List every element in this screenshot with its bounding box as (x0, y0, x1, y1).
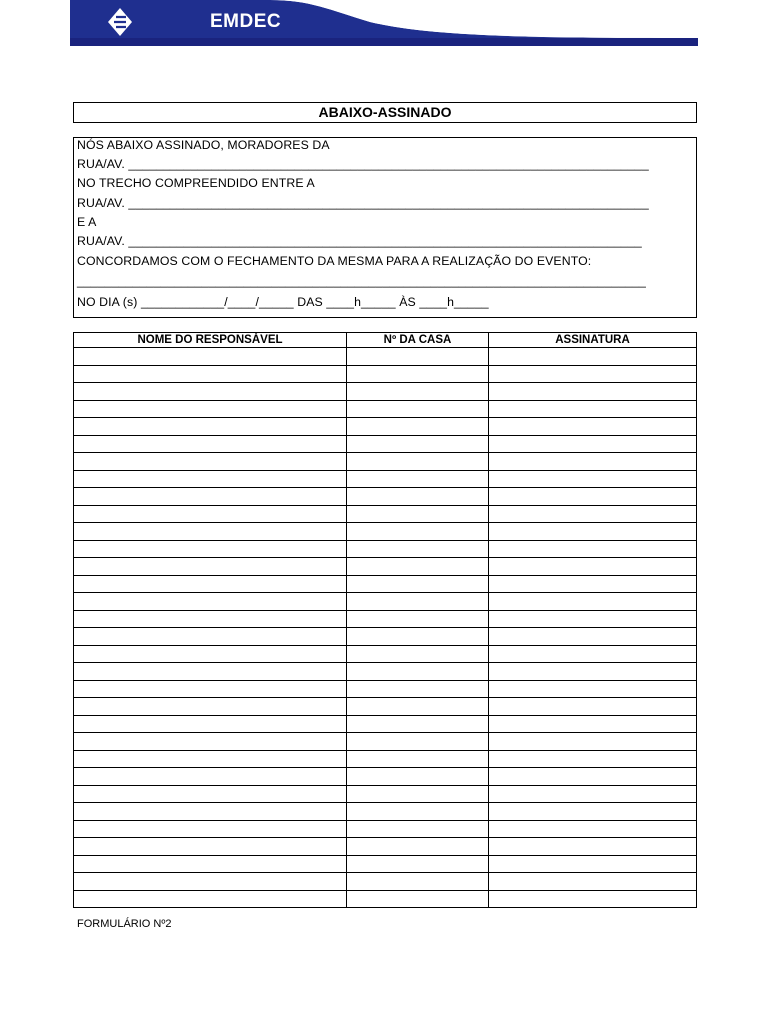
table-row (74, 820, 697, 838)
table-row (74, 400, 697, 418)
signature-cell[interactable] (489, 645, 697, 663)
name-cell[interactable] (74, 628, 347, 646)
name-cell[interactable] (74, 505, 347, 523)
house-number-cell[interactable] (347, 523, 489, 541)
name-cell[interactable] (74, 838, 347, 856)
table-row (74, 435, 697, 453)
table-row (74, 593, 697, 611)
signature-cell[interactable] (489, 610, 697, 628)
house-number-cell[interactable] (347, 558, 489, 576)
table-row (74, 558, 697, 576)
name-cell[interactable] (74, 680, 347, 698)
house-number-cell[interactable] (347, 383, 489, 401)
signature-cell[interactable] (489, 383, 697, 401)
table-row (74, 733, 697, 751)
house-number-cell[interactable] (347, 820, 489, 838)
street-field-2[interactable]: RUA/AV. ___________________________________________________________________________ (77, 196, 649, 210)
name-cell[interactable] (74, 435, 347, 453)
table-row (74, 488, 697, 506)
house-number-cell[interactable] (347, 418, 489, 436)
table-row (74, 470, 697, 488)
name-cell[interactable] (74, 715, 347, 733)
signature-cell[interactable] (489, 400, 697, 418)
signature-cell[interactable] (489, 698, 697, 716)
table-row (74, 750, 697, 768)
house-number-cell[interactable] (347, 663, 489, 681)
signature-cell[interactable] (489, 453, 697, 471)
form-number: FORMULÁRIO Nº2 (77, 918, 172, 930)
table-row (74, 803, 697, 821)
name-cell[interactable] (74, 558, 347, 576)
brand-name: EMDEC (210, 11, 282, 32)
signature-cell[interactable] (489, 768, 697, 786)
signature-cell[interactable] (489, 663, 697, 681)
name-cell[interactable] (74, 733, 347, 751)
house-number-cell[interactable] (347, 610, 489, 628)
signature-cell[interactable] (489, 348, 697, 366)
name-cell[interactable] (74, 610, 347, 628)
name-cell[interactable] (74, 470, 347, 488)
signature-table (73, 332, 697, 908)
signature-cell[interactable] (489, 523, 697, 541)
table-row (74, 768, 697, 786)
table-row (74, 628, 697, 646)
table-row (74, 575, 697, 593)
signature-cell[interactable] (489, 715, 697, 733)
declaration-line: E A (77, 215, 97, 229)
name-cell[interactable] (74, 785, 347, 803)
signature-cell[interactable] (489, 890, 697, 908)
house-number-cell[interactable] (347, 768, 489, 786)
declaration-line: NÓS ABAIXO ASSINADO, MORADORES DA (77, 138, 330, 152)
name-cell[interactable] (74, 383, 347, 401)
table-row (74, 838, 697, 856)
house-number-cell[interactable] (347, 838, 489, 856)
form-title: ABAIXO-ASSINADO (73, 102, 697, 123)
house-number-cell[interactable] (347, 365, 489, 383)
header-background (70, 0, 698, 46)
date-time-field[interactable]: NO DIA (s) ____________/____/_____ DAS ____h_____ ÀS ____h_____ (77, 295, 489, 309)
declaration-line: CONCORDAMOS COM O FECHAMENTO DA MESMA PARA A REALIZAÇÃO DO EVENTO: (77, 254, 592, 268)
house-number-cell[interactable] (347, 593, 489, 611)
name-cell[interactable] (74, 348, 347, 366)
signature-cell[interactable] (489, 733, 697, 751)
table-row (74, 540, 697, 558)
name-cell[interactable] (74, 365, 347, 383)
signature-cell[interactable] (489, 873, 697, 891)
street-field-1[interactable]: RUA/AV. ___________________________________________________________________________ (77, 157, 649, 171)
house-number-cell[interactable] (347, 505, 489, 523)
table-row (74, 453, 697, 471)
name-cell[interactable] (74, 855, 347, 873)
header-banner (70, 0, 698, 46)
table-row (74, 418, 697, 436)
name-cell[interactable] (74, 645, 347, 663)
house-number-cell[interactable] (347, 803, 489, 821)
table-row (74, 505, 697, 523)
name-cell[interactable] (74, 750, 347, 768)
event-field[interactable]: __________________________________________________________________________________ (77, 274, 646, 288)
street-field-3[interactable]: RUA/AV. __________________________________________________________________________ (77, 234, 642, 248)
table-header-row (74, 333, 697, 348)
table-row (74, 698, 697, 716)
signature-cell[interactable] (489, 558, 697, 576)
house-number-cell[interactable] (347, 873, 489, 891)
signature-cell[interactable] (489, 820, 697, 838)
name-cell[interactable] (74, 873, 347, 891)
signature-cell[interactable] (489, 540, 697, 558)
table-body (74, 348, 697, 908)
signature-cell[interactable] (489, 680, 697, 698)
house-number-cell[interactable] (347, 733, 489, 751)
name-cell[interactable] (74, 820, 347, 838)
signature-cell[interactable] (489, 488, 697, 506)
signature-cell[interactable] (489, 750, 697, 768)
house-number-cell[interactable] (347, 645, 489, 663)
signature-cell[interactable] (489, 593, 697, 611)
name-cell[interactable] (74, 698, 347, 716)
table-row (74, 873, 697, 891)
signature-cell[interactable] (489, 418, 697, 436)
house-number-cell[interactable] (347, 628, 489, 646)
house-number-cell[interactable] (347, 540, 489, 558)
signature-cell[interactable] (489, 575, 697, 593)
signature-cell[interactable] (489, 628, 697, 646)
signature-cell[interactable] (489, 435, 697, 453)
house-number-cell[interactable] (347, 488, 489, 506)
table-row (74, 645, 697, 663)
signature-cell[interactable] (489, 365, 697, 383)
house-number-cell[interactable] (347, 435, 489, 453)
name-cell[interactable] (74, 488, 347, 506)
name-cell[interactable] (74, 400, 347, 418)
house-number-cell[interactable] (347, 470, 489, 488)
table-row (74, 663, 697, 681)
table-row (74, 680, 697, 698)
house-number-cell[interactable] (347, 750, 489, 768)
declaration-line: NO TRECHO COMPREENDIDO ENTRE A (77, 176, 315, 190)
table-row (74, 523, 697, 541)
table-row (74, 348, 697, 366)
name-cell[interactable] (74, 453, 347, 471)
house-number-cell[interactable] (347, 715, 489, 733)
column-header-signature: ASSINATURA (489, 333, 697, 348)
table-row (74, 890, 697, 908)
name-cell[interactable] (74, 768, 347, 786)
signature-cell[interactable] (489, 855, 697, 873)
name-cell[interactable] (74, 575, 347, 593)
name-cell[interactable] (74, 523, 347, 541)
house-number-cell[interactable] (347, 575, 489, 593)
signature-cell[interactable] (489, 505, 697, 523)
table-row (74, 715, 697, 733)
house-number-cell[interactable] (347, 680, 489, 698)
name-cell[interactable] (74, 663, 347, 681)
column-header-house-number: Nº DA CASA (347, 333, 489, 348)
house-number-cell[interactable] (347, 348, 489, 366)
name-cell[interactable] (74, 540, 347, 558)
name-cell[interactable] (74, 593, 347, 611)
name-cell[interactable] (74, 803, 347, 821)
name-cell[interactable] (74, 890, 347, 908)
house-number-cell[interactable] (347, 855, 489, 873)
signature-cell[interactable] (489, 803, 697, 821)
table-row (74, 855, 697, 873)
column-header-name: NOME DO RESPONSÁVEL (74, 333, 347, 348)
name-cell[interactable] (74, 418, 347, 436)
signature-cell[interactable] (489, 785, 697, 803)
declaration-box (73, 137, 697, 318)
table-row (74, 383, 697, 401)
house-number-cell[interactable] (347, 698, 489, 716)
house-number-cell[interactable] (347, 890, 489, 908)
table-row (74, 785, 697, 803)
table-row (74, 610, 697, 628)
signature-cell[interactable] (489, 470, 697, 488)
house-number-cell[interactable] (347, 453, 489, 471)
house-number-cell[interactable] (347, 400, 489, 418)
house-number-cell[interactable] (347, 785, 489, 803)
table-row (74, 365, 697, 383)
signature-cell[interactable] (489, 838, 697, 856)
